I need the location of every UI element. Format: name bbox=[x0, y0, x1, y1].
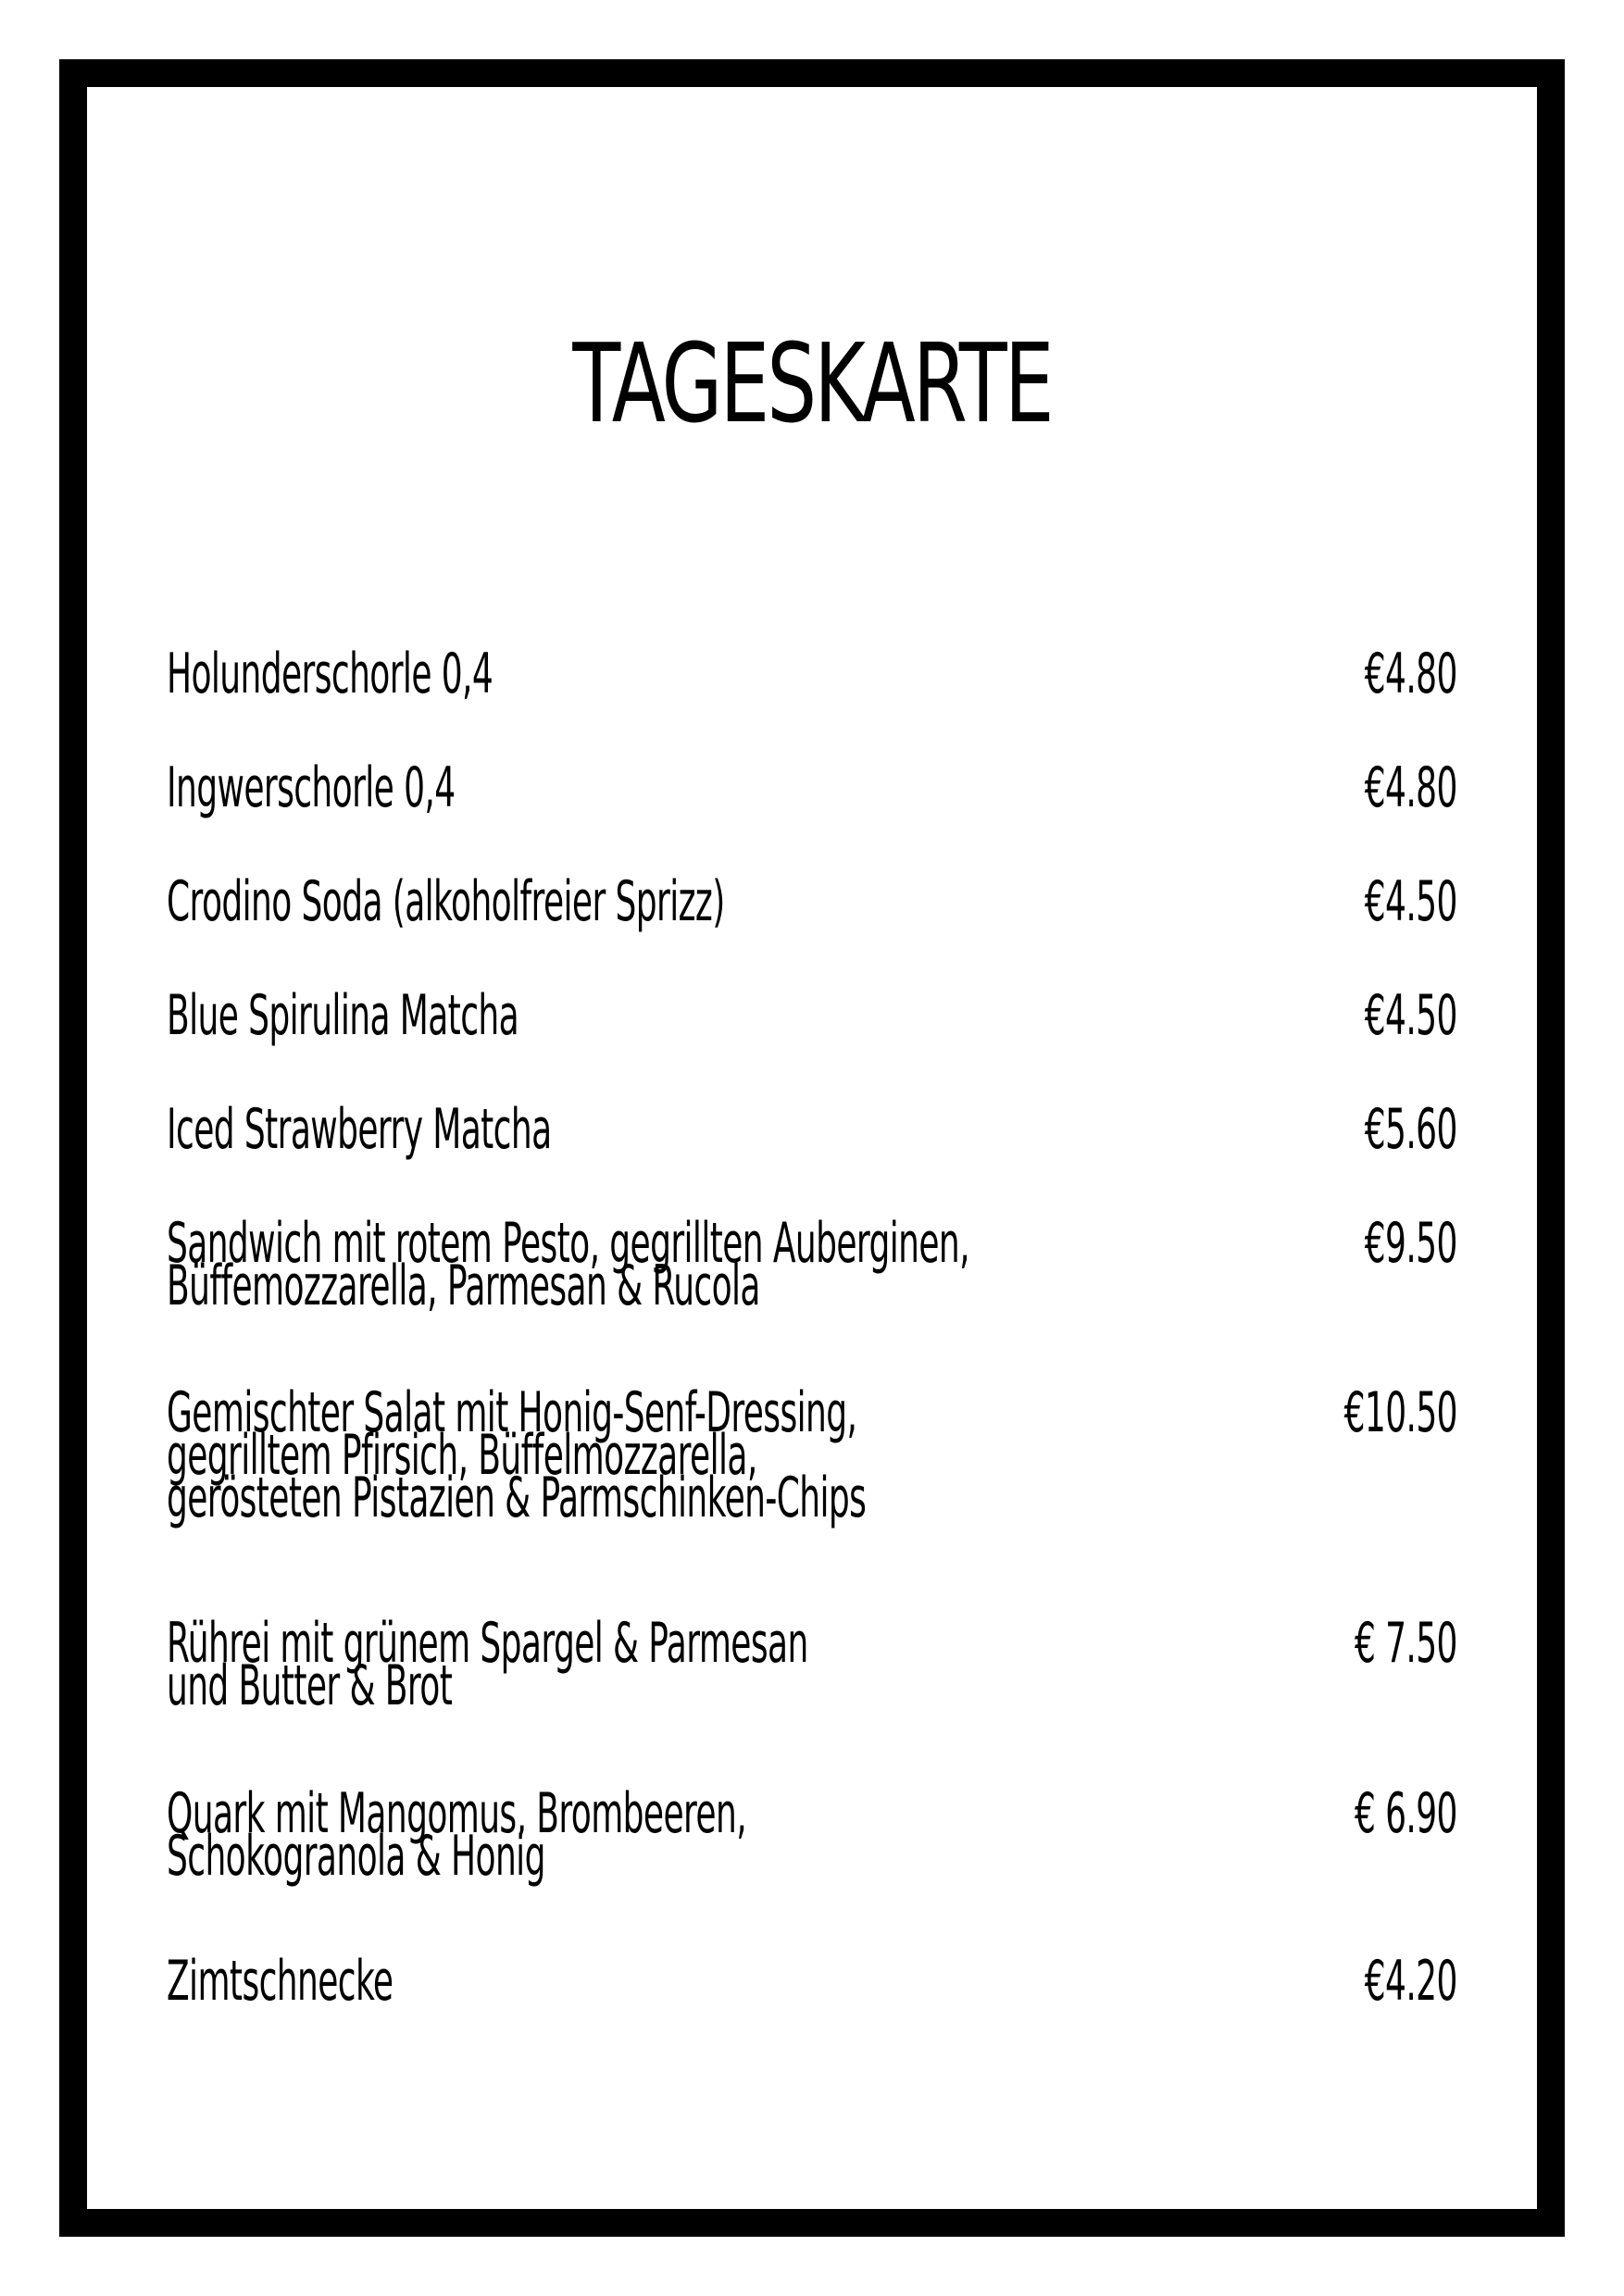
menu-item-price: €5.60 bbox=[1364, 1097, 1457, 1162]
menu-item-price: €4.50 bbox=[1364, 983, 1457, 1048]
page-title: TAGESKARTE bbox=[572, 319, 1052, 447]
menu-item-name: Blue Spirulina Matcha bbox=[167, 983, 519, 1048]
menu-item-price: €10.50 bbox=[1343, 1380, 1457, 1445]
menu-item-name: Gemischter Salat mit Honig-Senf-Dressing, gegrilltem Pfirsich, Büffelmozzarella, gerösteten Pistazien & Parmschinken-Chips bbox=[167, 1380, 867, 1530]
menu-item-name: Zimtschnecke bbox=[167, 1949, 394, 2014]
menu-item-name: Sandwich mit rotem Pesto, gegrillten Auberginen, Büffemozzarella, Parmesan & Rucola bbox=[167, 1211, 969, 1318]
menu-item-price: €4.80 bbox=[1364, 642, 1457, 706]
menu-item-price: €9.50 bbox=[1364, 1211, 1457, 1276]
menu-item-name: Crodino Soda (alkoholfreier Sprizz) bbox=[167, 869, 725, 934]
menu-item-name: Rührei mit grünem Spargel & Parmesan und Butter & Brot bbox=[167, 1611, 808, 1718]
menu-item-price: €4.50 bbox=[1364, 869, 1457, 934]
menu-item-price: €4.80 bbox=[1364, 755, 1457, 820]
menu-item-price: €4.20 bbox=[1364, 1949, 1457, 2014]
menu-item-price: € 6.90 bbox=[1355, 1781, 1457, 1846]
menu-item-name: Quark mit Mangomus, Brombeeren, Schokogranola & Honig bbox=[167, 1781, 747, 1889]
menu-item-price: € 7.50 bbox=[1355, 1611, 1457, 1676]
menu-item-name: Iced Strawberry Matcha bbox=[167, 1097, 552, 1162]
menu-item-name: Ingwerschorle 0,4 bbox=[167, 755, 456, 820]
menu-item-name: Holunderschorle 0,4 bbox=[167, 642, 493, 706]
